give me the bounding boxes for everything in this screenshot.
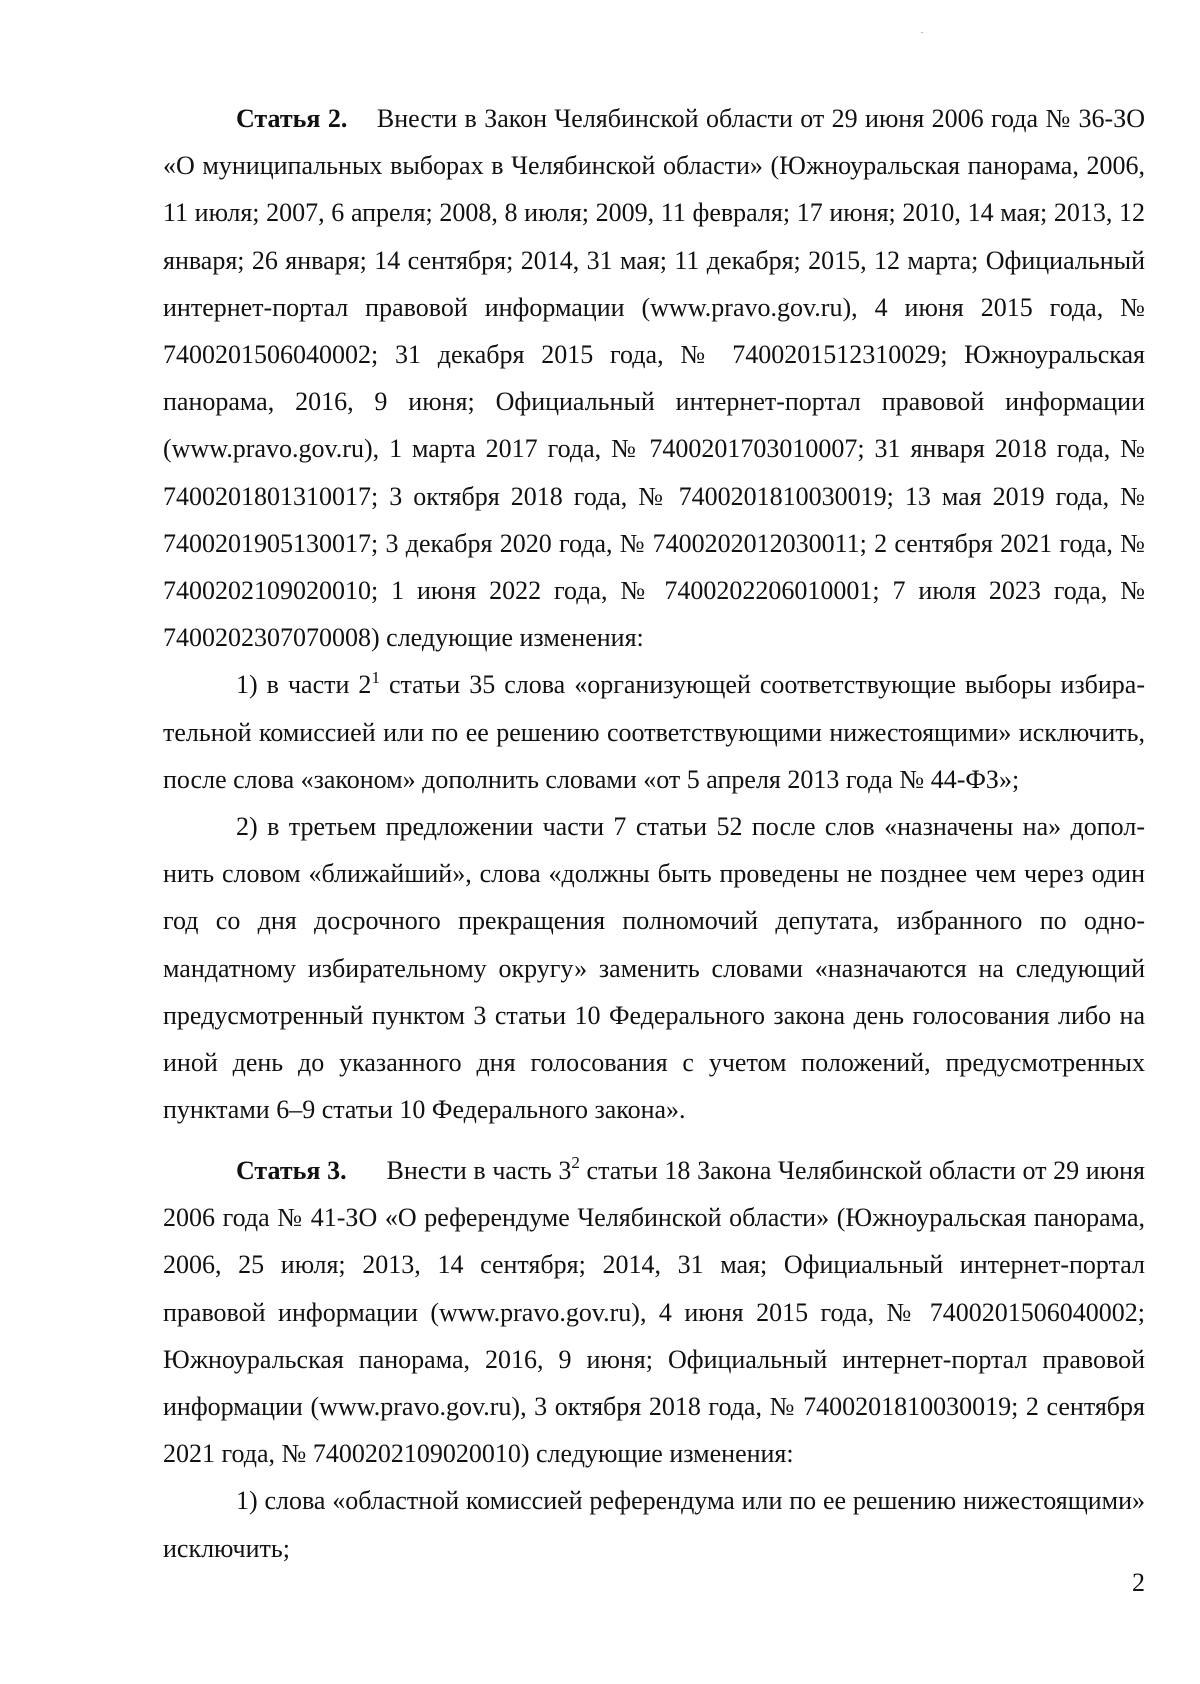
article-2-item-2: 2) в третьем предложении части 7 статьи 52 после слов «назначены на» дополнить словом «ближайший», слова «должны быть проведены не позднее чем через один год со дня досрочного прекращения полномочий депутата, избранного по одномандатному избирательному округу» заменить словами «назначаются на следующий предусмотренный пунктом 3 статьи 10 Федерального закона день голосования либо на иной день до указанного дня голосования с учетом положений, предусмотренных пунктами 6–9 статьи 10 Федерального закона».: [163, 812, 1145, 1125]
article-3-item-1: 1) слова «областной комиссией референдума или по ее решению нижестоящими» исключить;: [163, 1486, 1145, 1563]
article-2-intro-paragraph: [163, 95, 1145, 661]
article-2-item-1-rest: статьи 35 слова «организующей соответствующие выборы избирательной комиссией или по ее решению соответствующими нижестоящими» исключить, после слова «законом» дополнить словами «от 5 апреля 2013 года № 44-ФЗ»;: [163, 670, 1146, 794]
article-2-section: [163, 95, 1145, 1133]
article-3-intro-superscript: 2: [571, 1153, 580, 1173]
article-2-item-1: [163, 661, 1145, 803]
article-2-label: Статья 2.: [236, 104, 348, 133]
article-3-section: [163, 1147, 1145, 1572]
article-2-item-1-superscript: 1: [371, 667, 380, 687]
article-2-item-1-start: 1) в части 2: [236, 670, 372, 700]
page-number: 2: [1132, 1568, 1145, 1597]
article-3-intro-rest: статьи 18 Закона Челябинской области от 29 июня 2006 года № 41-ЗО «О референдуме Челябинской области» (Южноуральская панорама, 2006, 25 июля; 2013, 14 сентября; 2014, 31 мая; Официальный интернет-портал правовой информации (www.pravo.gov.ru), 4 июня 2015 года, № 7400201506040002; Южноуральская панорама, 2016, 9 июня; Официальный интернет-портал правовой информации (www.pravo.gov.ru), 3 октября 2018 года, № 7400201810030019; 2 сентября 2021 года, № 7400202109020010) следующие изменения:: [163, 1156, 1146, 1469]
article-2-intro-text: Внести в Закон Челябинской области от 29 июня 2006 года № 36-ЗО «О муниципальных выборах в Челябинской области» (Южноуральская панорама, 2006, 11 июля; 2007, 6 апреля; 2008, 8 июля; 2009, 11 февраля; 17 июня; 2010, 14 мая; 2013, 12 января; 26 января; 14 сентября; 2014, 31 мая; 11 декабря; 2015, 12 марта; Официальный интернет-портал правовой информации (www.pravo.gov.ru), 4 июня 2015 года, № 7400201506040002; 31 декабря 2015 года, № 7400201512310029; Южноуральская панорама, 2016, 9 июня; Официальный интернет-портал правовой информации (www.pravo.gov.ru), 1 марта 2017 года, № 7400201703010007; 31 января 2018 года, № 7400201801310017; 3 октября 2018 года, № 7400201810030019; 13 мая 2019 года, № 7400201905130017; 3 декабря 2020 года, № 7400202012030011; 2 сентября 2021 года, № 7400202109020010; 1 июня 2022 года, № 7400202206010001; 7 июля 2023 года, № 7400202307070008) следующие изменения:: [163, 104, 1146, 653]
scan-artifact: [921, 32, 923, 33]
article-3-intro-start: Внести в часть 3: [386, 1156, 572, 1185]
article-3-intro-paragraph: [163, 1147, 1145, 1477]
article-3-label: Статья 3.: [236, 1156, 347, 1185]
